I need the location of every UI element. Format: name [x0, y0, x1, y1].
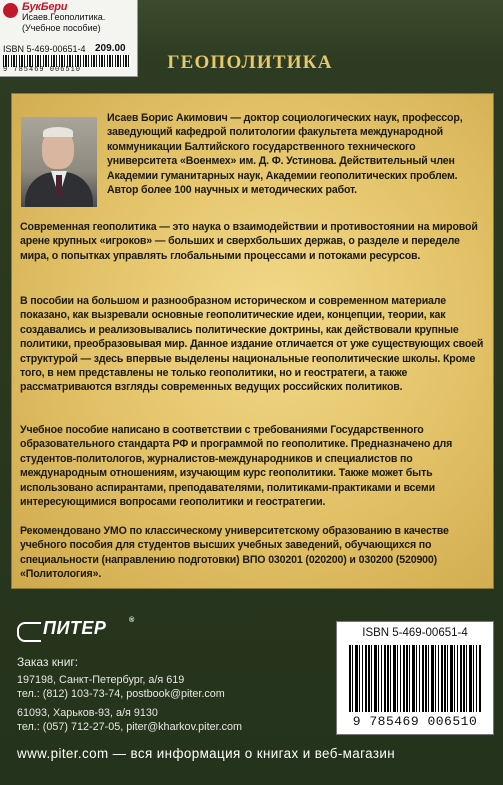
address-line: тел.: (812) 103-73-74, postbook@piter.com — [17, 688, 225, 700]
sticker-isbn: ISBN 5-469-00651-4 — [3, 44, 86, 54]
paragraph-content: В пособии на большом и разнообразном историческом и современном материале показано, как вызревали основные геополитические идеи, концепции, теории, как создавались и реализовывались политические доктрины, как действовали крупные политики, преобразовывая мир. Данное издание отличается от уже существующих своей структурой — здесь впервые выделены национальные геополитические школы. Кроме того, в нем представлены не только геополитики, но и геостратеги, а также рассматриваются взгляды современных ведущих российских политиков. — [20, 295, 484, 394]
isbn-barcode-box — [336, 621, 494, 735]
publisher-logo-text: ПИТЕР — [43, 618, 107, 638]
publisher-swoosh-icon — [17, 622, 41, 642]
sticker-barcode-digits: 9 785469 006510 — [3, 66, 82, 74]
order-title: Заказ книг: — [17, 655, 79, 669]
cover-title: ГЕОПОЛИТИКА — [167, 52, 333, 73]
address-line: тел.: (057) 712-27-05, piter@kharkov.piter.com — [17, 721, 242, 733]
paragraph-recommendation: Рекомендовано УМО по классическому университетскому образованию в качестве учебного пособия для студентов высших учебных заведений, обучающихся по специальности (направлению подготовки) ВПО 030201 (020200) и 030200 (520900) «Политология». — [20, 525, 449, 581]
barcode-digits: 9 785469 006510 — [352, 714, 478, 729]
publisher-logo: ПИТЕР ® — [17, 617, 137, 643]
description-panel — [11, 93, 494, 589]
paragraph-intro: Современная геополитика — это наука о взаимодействии и противостоянии на мировой арене крупных «игроков» — больших и сверхбольших держав, о разделе и переделе мира, о попытках управлять глобальными процессами и потоками ресурсов. — [20, 221, 478, 262]
paragraph-audience: Учебное пособие написано в соответствии с требованиями Государственного образовательного стандарта РФ и программой по геополитике. Предназначено для студентов-политологов, журналистов-международников и специалистов по международным отношениям, изучающим курс геополитики. Также может быть использовано аспирантами, преподавателями, политиками-практиками и всеми интересующимися вопросами геополитики и геостратегии. — [20, 424, 453, 509]
store-brand: БукБери — [22, 1, 68, 13]
address-line: 197198, Санкт-Петербург, а/я 619 — [17, 674, 185, 686]
author-bio: Исаев Борис Акимович — доктор социологических наук, профессор, заведующий кафедрой политологии факультета международной коммуникации Балтийского государственного технического университета «Военмех» им. Д. Ф. Устинова. Действительный член Академии гуманитарных наук, Академии геополитических проблем. Автор более 100 научных и методических работ. — [107, 112, 463, 197]
address-line: 61093, Харьков-93, а/я 9130 — [17, 707, 158, 719]
store-logo-icon — [3, 3, 18, 18]
isbn-number: ISBN 5-469-00651-4 — [362, 627, 468, 639]
sticker-description: Исаев.Геополитика.(Учебное пособие) — [22, 12, 106, 33]
price-sticker — [0, 0, 138, 77]
publisher-website: www.piter.com — вся информация о книгах и веб-магазин — [17, 746, 396, 761]
sticker-price: 209.00 — [95, 43, 126, 54]
author-photo — [21, 117, 97, 207]
barcode-bars — [349, 645, 481, 712]
